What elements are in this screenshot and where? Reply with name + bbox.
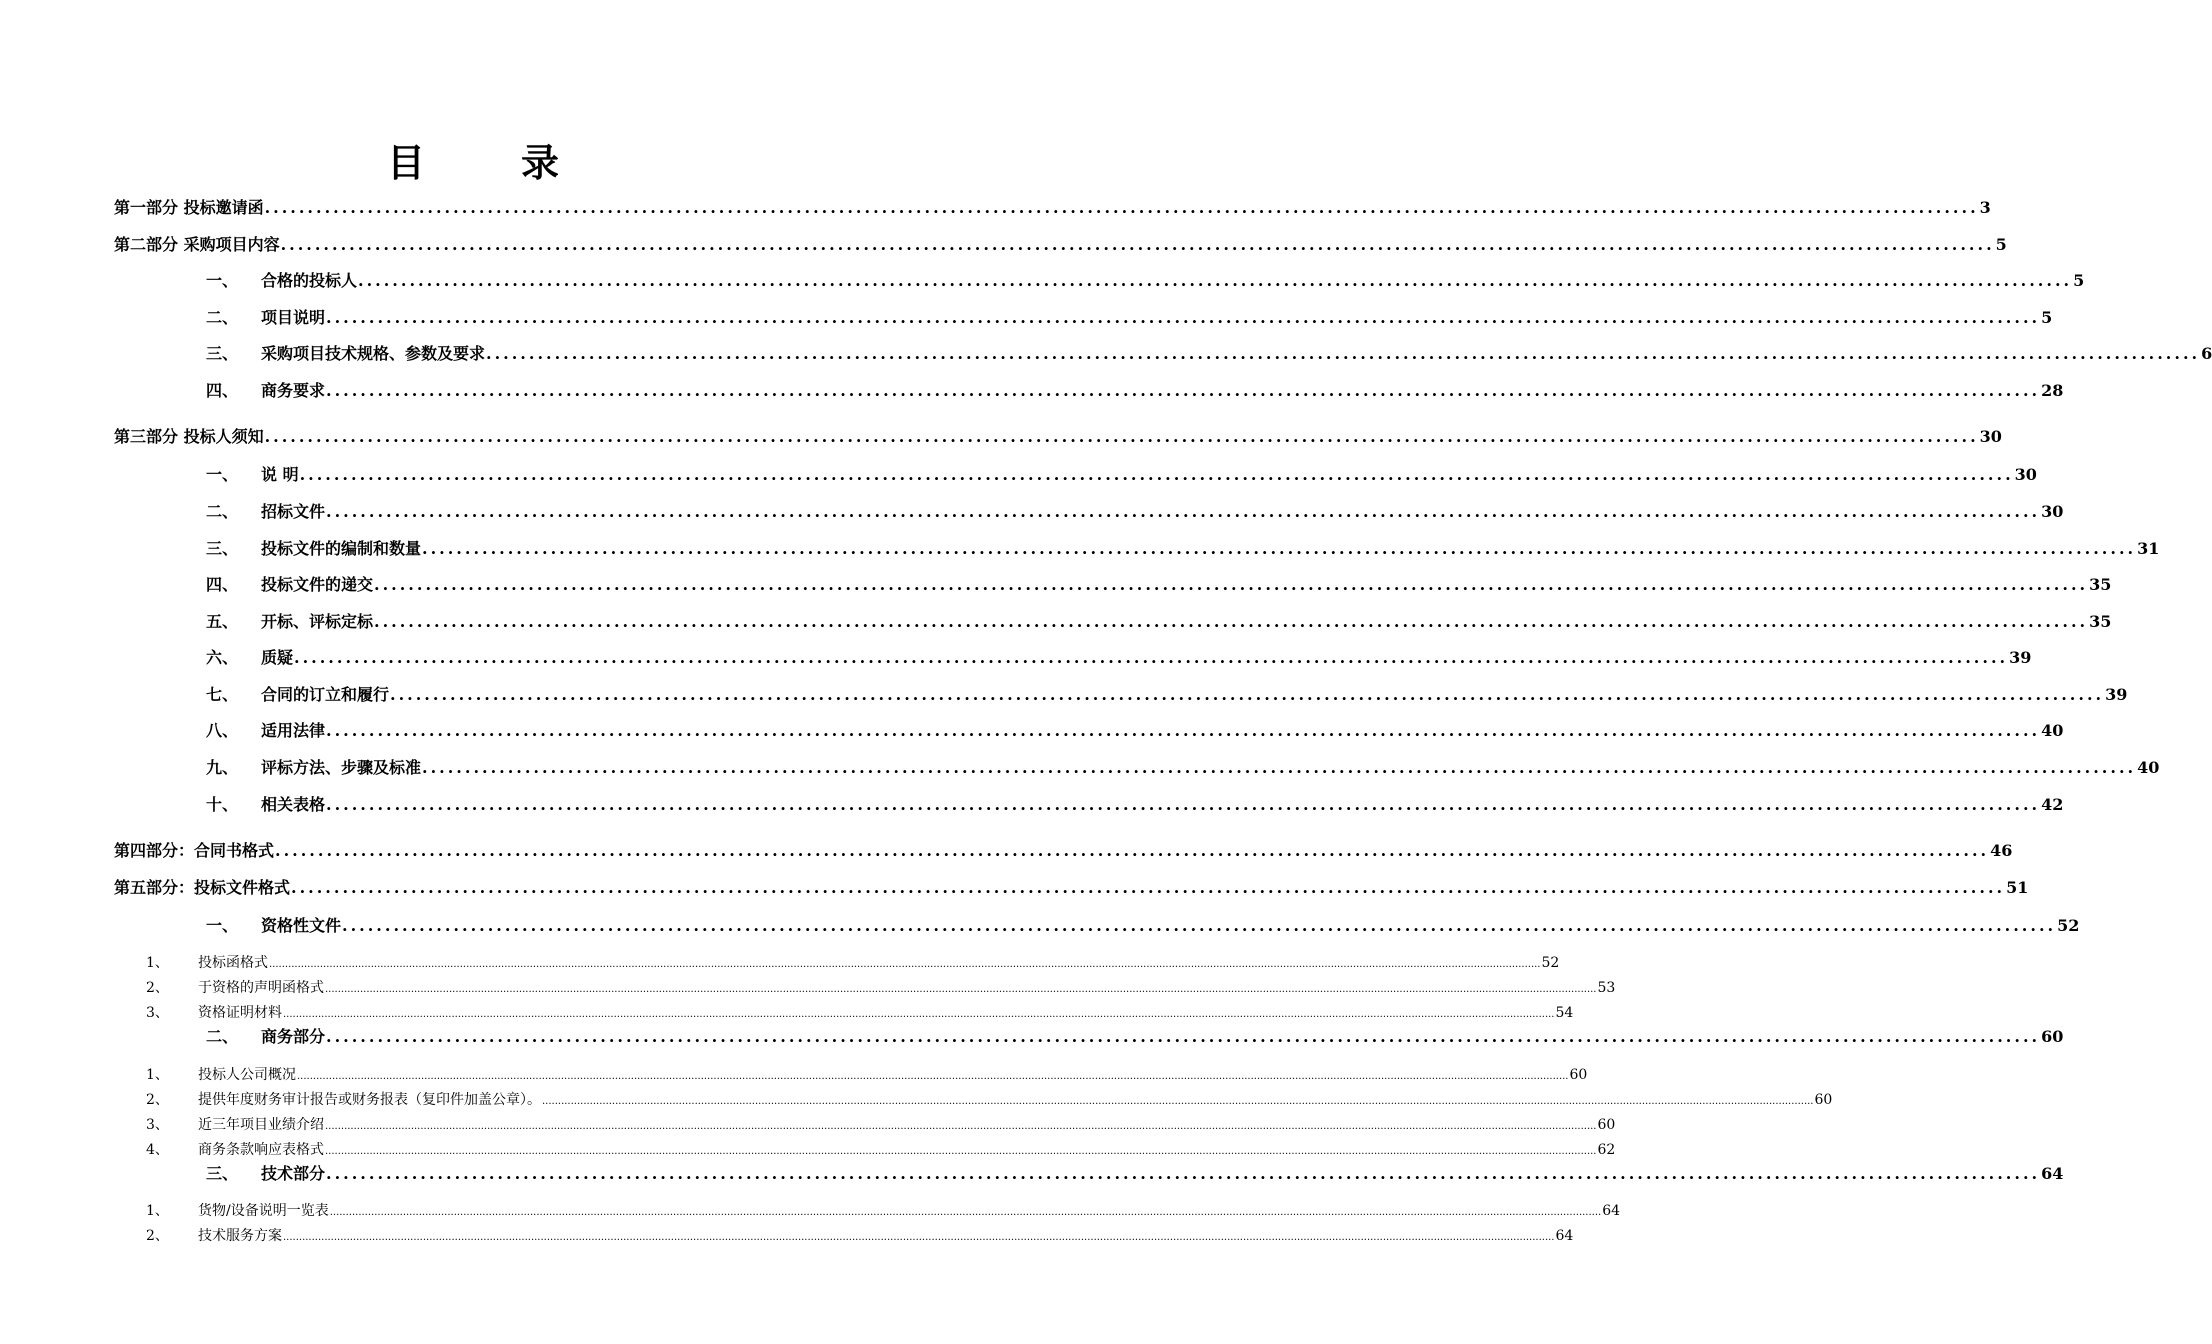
toc-entry-number: 五、 xyxy=(206,612,239,631)
toc-entry xyxy=(206,378,2064,401)
toc-entry-label: 评标方法、步骤及标准 xyxy=(261,758,422,777)
toc-entry-label: 第三部分 投标人须知 xyxy=(114,427,264,446)
toc-entry-label: 合格的投标人 xyxy=(261,271,358,290)
toc-entry-label: 适用法律 xyxy=(261,721,326,740)
toc-entry-label: 提供年度财务审计报告或财务报表（复印件加盖公章）。 xyxy=(198,1092,541,1108)
toc-leader-dots: ................................................................................................................................................................................................................................................................................................................................................................................................................ xyxy=(297,1071,1569,1082)
toc-entry-number: 三、 xyxy=(206,344,239,363)
toc-entry-label: 资格性文件 xyxy=(261,916,342,935)
toc-leader-dots: ................................................................................................................................................................................................................................................................................................................................................................................................................ xyxy=(329,1207,1602,1218)
toc-entry-label: 投标函格式 xyxy=(198,955,268,971)
toc-entry xyxy=(206,268,2085,291)
toc-entry-label: 开标、评标定标 xyxy=(261,612,374,631)
toc-entry xyxy=(206,913,2080,936)
toc-entry xyxy=(146,1200,1621,1220)
toc-entry-page-number: 46 xyxy=(1990,841,2013,860)
toc-entry-number: 二、 xyxy=(206,1027,239,1046)
toc-entry xyxy=(114,838,2013,861)
toc-entry-number: 二、 xyxy=(206,308,239,327)
toc-entry-label: 商务条款响应表格式 xyxy=(198,1142,324,1158)
toc-entry-page-number: 60 xyxy=(2041,1027,2064,1046)
toc-entry xyxy=(206,755,2160,778)
toc-entry-page-number: 5 xyxy=(2041,308,2053,327)
toc-entry-label: 近三年项目业绩介绍 xyxy=(198,1117,324,1133)
toc-leader-dots: ................................................................................................................................................................................................................................................................................................................................................................................................................ xyxy=(269,959,1541,970)
toc-leader-dots: ........................................................................................................................................................................................................ xyxy=(374,612,2089,631)
toc-title xyxy=(0,132,950,187)
toc-leader-dots: ................................................................................................................................................................................................................................................................................................................................................................................................................ xyxy=(283,1232,1555,1243)
toc-entry-page-number: 30 xyxy=(1979,427,2002,446)
toc-leader-dots: ........................................................................................................................................................................................................ xyxy=(275,841,1990,860)
toc-title-char-1: 目 xyxy=(386,140,429,185)
toc-entry xyxy=(206,341,2212,364)
toc-entry-page-number: 51 xyxy=(2006,878,2029,897)
toc-entry-label: 第五部分：投标文件格式 xyxy=(114,878,291,897)
toc-entry-page-number: 54 xyxy=(1555,1005,1574,1021)
toc-leader-dots: ........................................................................................................................................................................................................ xyxy=(280,235,1995,254)
toc-leader-dots: ........................................................................................................................................................................................................ xyxy=(326,795,2041,814)
toc-entry-label: 采购项目技术规格、参数及要求 xyxy=(261,344,486,363)
toc-entry-number: 六、 xyxy=(206,648,239,667)
toc-entry-number: 三、 xyxy=(206,1164,239,1183)
toc-entry-page-number: 52 xyxy=(1541,955,1560,971)
toc-entry-page-number: 52 xyxy=(2057,916,2080,935)
toc-entry xyxy=(146,1225,1574,1245)
toc-leader-dots: ........................................................................................................................................................................................................ xyxy=(326,381,2041,400)
toc-leader-dots: ........................................................................................................................................................................................................ xyxy=(326,1164,2041,1183)
toc-leader-dots: ................................................................................................................................................................................................................................................................................................................................................................................................................ xyxy=(325,1146,1597,1157)
toc-entry-number: 一、 xyxy=(206,916,239,935)
toc-entry-page-number: 35 xyxy=(2089,612,2112,631)
toc-leader-dots: ................................................................................................................................................................................................................................................................................................................................................................................................................ xyxy=(325,1121,1597,1132)
toc-entry xyxy=(114,875,2029,898)
toc-entry-label: 投标人公司概况 xyxy=(198,1067,296,1083)
toc-entry xyxy=(206,1024,2064,1047)
toc-entry-page-number: 5 xyxy=(1995,235,2007,254)
toc-entry xyxy=(146,1064,1588,1084)
toc-entry-number: 1、 xyxy=(146,1203,169,1219)
toc-entry-page-number: 3 xyxy=(1979,198,1991,217)
toc-entry-page-number: 35 xyxy=(2089,575,2112,594)
toc-entry-page-number: 60 xyxy=(1569,1067,1588,1083)
toc-leader-dots: ........................................................................................................................................................................................................ xyxy=(342,916,2057,935)
toc-leader-dots: ................................................................................................................................................................................................................................................................................................................................................................................................................ xyxy=(283,1009,1555,1020)
toc-entry-label: 投标文件的编制和数量 xyxy=(261,539,422,558)
toc-leader-dots: ........................................................................................................................................................................................................ xyxy=(358,271,2073,290)
toc-entry-number: 2、 xyxy=(146,980,169,996)
toc-entry-number: 二、 xyxy=(206,502,239,521)
toc-entry xyxy=(206,682,2128,705)
toc-leader-dots: ........................................................................................................................................................................................................ xyxy=(486,344,2201,363)
toc-entry-number: 1、 xyxy=(146,1067,169,1083)
toc-entry xyxy=(206,718,2064,741)
toc-entry xyxy=(206,499,2064,522)
toc-entry xyxy=(206,792,2064,815)
toc-entry-page-number: 42 xyxy=(2041,795,2064,814)
toc-entry-number: 1、 xyxy=(146,955,169,971)
toc-entry-number: 4、 xyxy=(146,1142,169,1158)
toc-leader-dots: ........................................................................................................................................................................................................ xyxy=(299,465,2014,484)
toc-leader-dots: ........................................................................................................................................................................................................ xyxy=(291,878,2006,897)
toc-entry-page-number: 64 xyxy=(2041,1164,2064,1183)
toc-entry-page-number: 39 xyxy=(2105,685,2128,704)
toc-entry xyxy=(206,572,2112,595)
toc-title-char-2: 录 xyxy=(521,140,564,185)
toc-entry-page-number: 60 xyxy=(1814,1092,1833,1108)
toc-entry xyxy=(114,424,2002,447)
toc-entry xyxy=(146,1114,1616,1134)
toc-entry-label: 技术部分 xyxy=(261,1164,326,1183)
toc-leader-dots: ........................................................................................................................................................................................................ xyxy=(422,758,2137,777)
toc-entry-page-number: 40 xyxy=(2137,758,2160,777)
toc-entry-number: 2、 xyxy=(146,1092,169,1108)
toc-entry-label: 合同的订立和履行 xyxy=(261,685,390,704)
toc-entry-page-number: 31 xyxy=(2137,539,2160,558)
toc-leader-dots: ........................................................................................................................................................................................................ xyxy=(326,1027,2041,1046)
toc-entry-page-number: 6 xyxy=(2201,344,2212,363)
toc-entry-page-number: 53 xyxy=(1597,980,1616,996)
toc-entry-label: 项目说明 xyxy=(261,308,326,327)
toc-leader-dots: ........................................................................................................................................................................................................ xyxy=(326,721,2041,740)
toc-entry-label: 货物/设备说明一览表 xyxy=(198,1203,329,1219)
toc-leader-dots: ........................................................................................................................................................................................................ xyxy=(264,427,1979,446)
toc-entry-page-number: 39 xyxy=(2009,648,2032,667)
toc-entry-label: 说 明 xyxy=(261,465,299,484)
toc-entry-page-number: 40 xyxy=(2041,721,2064,740)
toc-entry-number: 十、 xyxy=(206,795,239,814)
toc-leader-dots: ........................................................................................................................................................................................................ xyxy=(326,502,2041,521)
toc-entry-label: 相关表格 xyxy=(261,795,326,814)
toc-leader-dots: ........................................................................................................................................................................................................ xyxy=(374,575,2089,594)
toc-entry-number: 八、 xyxy=(206,721,239,740)
toc-entry-number: 3、 xyxy=(146,1005,169,1021)
toc-entry xyxy=(206,536,2160,559)
toc-leader-dots: ........................................................................................................................................................................................................ xyxy=(294,648,2009,667)
toc-entry-page-number: 62 xyxy=(1597,1142,1616,1158)
toc-entry-number: 一、 xyxy=(206,465,239,484)
toc-entry-label: 第四部分：合同书格式 xyxy=(114,841,275,860)
toc-entry xyxy=(146,1139,1616,1159)
toc-entry-number: 三、 xyxy=(206,539,239,558)
toc-entry-label: 投标文件的递交 xyxy=(261,575,374,594)
toc-entry xyxy=(206,305,2053,328)
toc-entry xyxy=(146,1089,1833,1109)
toc-entry-page-number: 64 xyxy=(1602,1203,1621,1219)
toc-entry-label: 招标文件 xyxy=(261,502,326,521)
toc-entry xyxy=(146,952,1560,972)
toc-entry-label: 商务要求 xyxy=(261,381,326,400)
toc-entry xyxy=(206,1161,2064,1184)
toc-entry-number: 3、 xyxy=(146,1117,169,1133)
toc-entry-number: 九、 xyxy=(206,758,239,777)
toc-entry-number: 七、 xyxy=(206,685,239,704)
toc-entry-number: 2、 xyxy=(146,1228,169,1244)
toc-entry-page-number: 60 xyxy=(1597,1117,1616,1133)
toc-entry xyxy=(206,609,2112,632)
toc-entry-label: 商务部分 xyxy=(261,1027,326,1046)
toc-entry-label: 第二部分 采购项目内容 xyxy=(114,235,280,254)
toc-leader-dots: ........................................................................................................................................................................................................ xyxy=(390,685,2105,704)
toc-entry-page-number: 64 xyxy=(1555,1228,1574,1244)
toc-entry-number: 一、 xyxy=(206,271,239,290)
toc-entry-page-number: 5 xyxy=(2073,271,2085,290)
toc-entry-page-number: 30 xyxy=(2041,502,2064,521)
toc-entry xyxy=(114,232,2007,255)
toc-entry xyxy=(206,462,2037,485)
toc-entry xyxy=(206,645,2032,668)
toc-leader-dots: ........................................................................................................................................................................................................ xyxy=(326,308,2041,327)
toc-entry-page-number: 28 xyxy=(2041,381,2064,400)
toc-leader-dots: ................................................................................................................................................................................................................................................................................................................................................................................................................ xyxy=(325,984,1597,995)
toc-entry-number: 四、 xyxy=(206,575,239,594)
toc-entry-label: 质疑 xyxy=(261,648,294,667)
toc-entry-number: 四、 xyxy=(206,381,239,400)
toc-entry-page-number: 30 xyxy=(2014,465,2037,484)
toc-entry-label: 于资格的声明函格式 xyxy=(198,980,324,996)
toc-leader-dots: ........................................................................................................................................................................................................ xyxy=(264,198,1979,217)
toc-entry-label: 技术服务方案 xyxy=(198,1228,282,1244)
toc-entry xyxy=(146,977,1616,997)
toc-leader-dots: ................................................................................................................................................................................................................................................................................................................................................................................................................ xyxy=(542,1096,1814,1107)
toc-entry-label: 资格证明材料 xyxy=(198,1005,282,1021)
toc-leader-dots: ........................................................................................................................................................................................................ xyxy=(422,539,2137,558)
toc-entry xyxy=(114,195,1991,218)
toc-entry-label: 第一部分 投标邀请函 xyxy=(114,198,264,217)
toc-entry xyxy=(146,1002,1574,1022)
